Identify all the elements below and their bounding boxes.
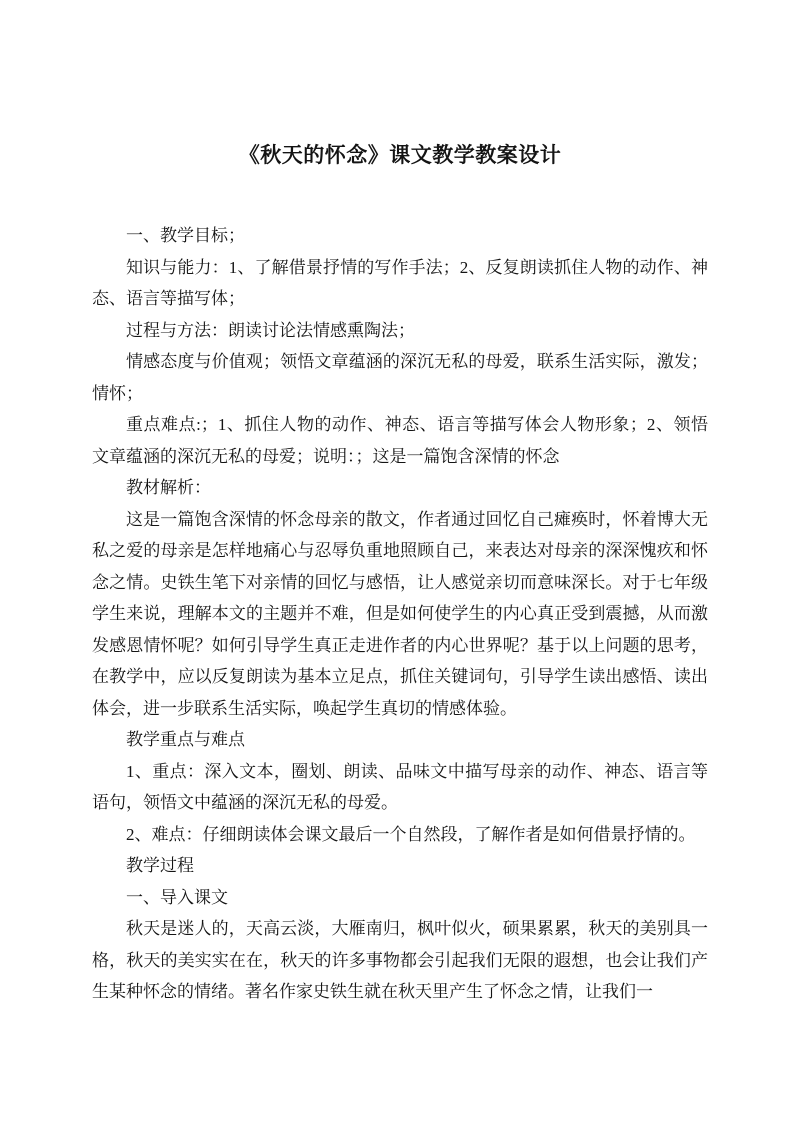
para-emotion-values: 情感态度与价值观；领悟文章蕴涵的深沉无私的母爱，联系生活实际，激发；情怀；: [92, 352, 708, 403]
para-material-analysis-body: 这是一篇饱含深情的怀念母亲的散文，作者通过回忆自己瘫痪时，怀着博大无私之爱的母亲是怎样地痛心与忍辱负重地照顾自己，来表达对母亲的深深愧疚和怀念之情。史铁生笔下对亲情的回忆与感悟，让人感觉亲切而意味深长。对于七年级学生来说，理解本文的主题并不难，但是如何使学生的内心真正受到震撼，从而激发感恩情怀呢？如何引导学生真正走进作者的内心世界呢？基于以上问题的思考，在教学中，应以反复朗读为基本立足点，抓住关键词句，引导学生读出感悟、读出体会，进一步联系生活实际，唤起学生真切的情感体验。: [92, 509, 708, 718]
para-key-difficult-points: 重点难点:；1、抓住人物的动作、神态、语言等描写体会人物形象；2、领悟文章蕴涵的深沉无私的母爱；说明：；这是一篇饱含深情的怀念: [92, 415, 708, 466]
para-focus-heading: 教学重点与难点: [126, 730, 245, 749]
para-knowledge-ability: 知识与能力：1、了解借景抒情的写作手法；2、反复朗读抓住人物的动作、神态、语言等描写体；: [92, 257, 708, 308]
document-body: [92, 220, 708, 1008]
document-title: 《秋天的怀念》课文教学教案设计: [238, 143, 562, 167]
para-difficult-point: 2、难点：仔细朗读体会课文最后一个自然段，了解作者是如何借景抒情的。: [126, 824, 696, 844]
para-focus-point: 1、重点：深入文本，圈划、朗读、品味文中描写母亲的动作、神态、语言等语句，领悟文中蕴涵的深沉无私的母爱。: [92, 761, 708, 812]
para-lesson-intro-heading: 一、导入课文: [126, 887, 228, 907]
para-lesson-intro-body: 秋天是迷人的，天高云淡，大雁南归，枫叶似火，硕果累累，秋天的美别具一格，秋天的美实实在在，秋天的许多事物都会引起我们无限的遐想，也会让我们产生某种怀念的情绪。著名作家史铁生就在秋天里产生了怀念之情，让我们一: [92, 919, 708, 1001]
para-process-method: 过程与方法：朗读讨论法情感熏陶法；: [126, 320, 415, 340]
para-objectives-heading: 一、教学目标；: [126, 226, 245, 245]
para-teaching-process-heading: 教学过程: [126, 856, 194, 875]
para-material-analysis-heading: 教材解析：: [126, 478, 211, 497]
